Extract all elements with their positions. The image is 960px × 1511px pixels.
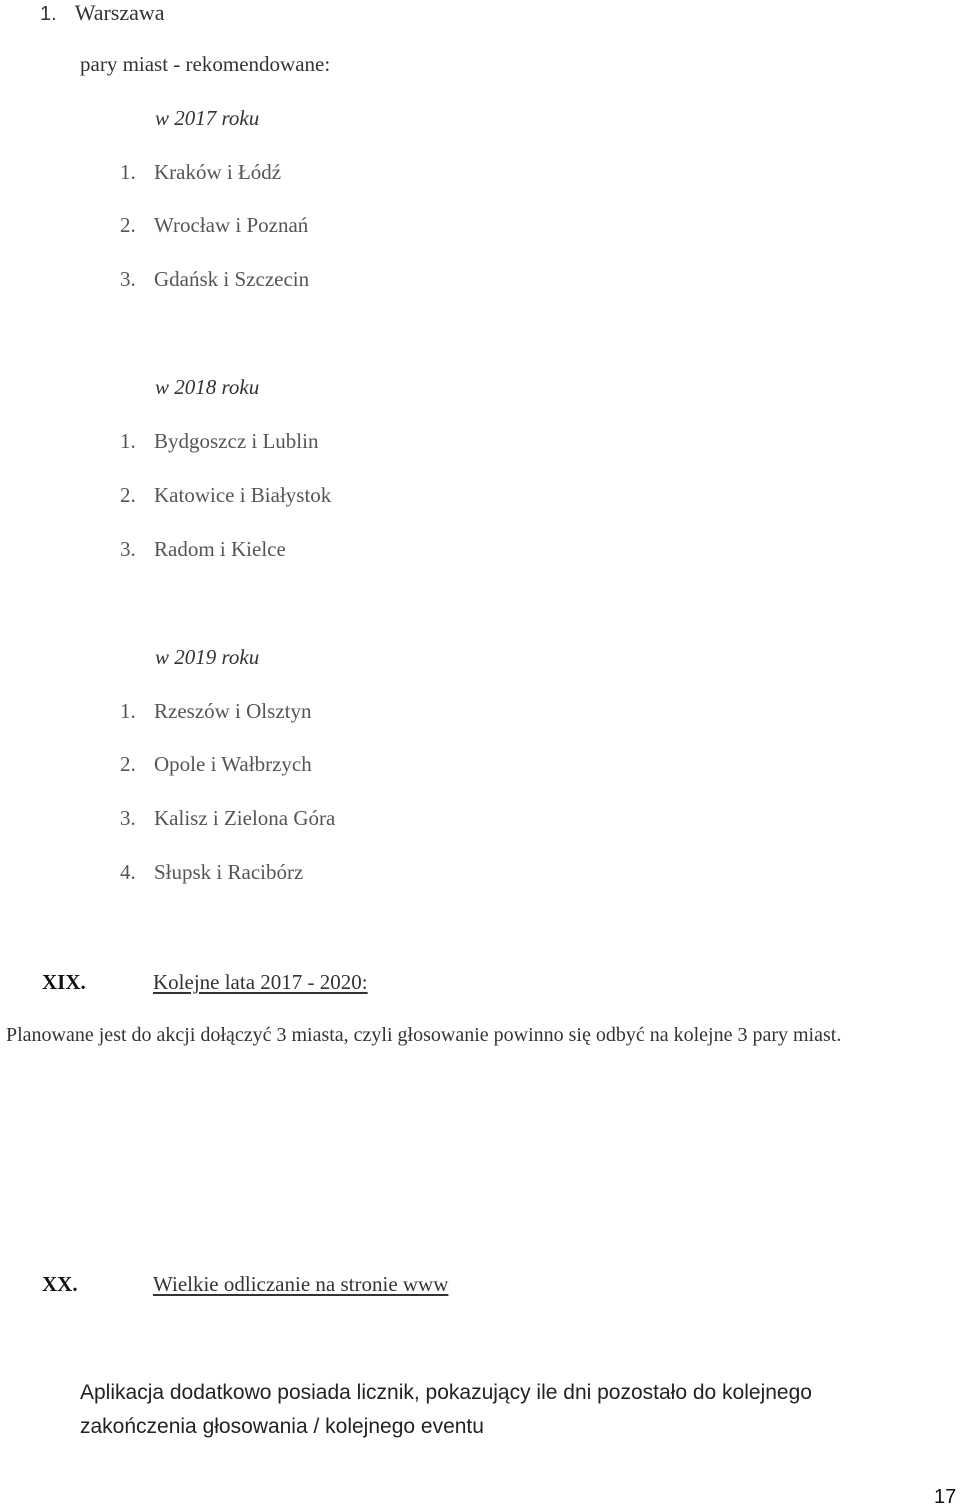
list-item: 1. Kraków i Łódź — [120, 160, 282, 184]
section-paragraph-xx: Aplikacja dodatkowo posiada licznik, pokazujący ile dni pozostało do kolejnego zakończenia głosowania / kolejnego eventu — [80, 1381, 812, 1438]
list-item: 2. Katowice i Białystok — [120, 483, 332, 507]
top-list-number: 1. — [40, 3, 57, 25]
page-number: 17 — [934, 1486, 957, 1508]
list-item: 4. Słupsk i Racibórz — [120, 860, 304, 884]
list-item: 2. Wrocław i Poznań — [120, 213, 309, 237]
year-heading-2017: w 2017 roku — [155, 106, 260, 130]
year-heading-2018: w 2018 roku — [155, 375, 260, 399]
section-paragraph-xix: Planowane jest do akcji dołączyć 3 miasta, czyli głosowanie powinno się odbyć na kolejne 3 pary miast. — [6, 1024, 842, 1046]
list-item: 3. Kalisz i Zielona Góra — [120, 806, 336, 830]
list-item: 2. Opole i Wałbrzych — [120, 752, 312, 776]
top-list-label: Warszawa — [74, 0, 165, 25]
year-heading-2019: w 2019 roku — [155, 645, 260, 669]
list-item: 3. Radom i Kielce — [120, 537, 286, 561]
list-item: 1. Rzeszów i Olsztyn — [120, 699, 312, 723]
section-title-xx: Wielkie odliczanie na stronie www — [153, 1272, 449, 1296]
section-title-xix: Kolejne lata 2017 - 2020: — [153, 970, 368, 994]
section-number-xix: XIX. — [42, 970, 86, 994]
intro-text: pary miast - rekomendowane: — [80, 52, 331, 76]
top-list-item — [40, 0, 165, 26]
list-item: 3. Gdańsk i Szczecin — [120, 267, 310, 291]
section-number-xx: XX. — [42, 1272, 78, 1296]
list-item: 1. Bydgoszcz i Lublin — [120, 429, 319, 453]
